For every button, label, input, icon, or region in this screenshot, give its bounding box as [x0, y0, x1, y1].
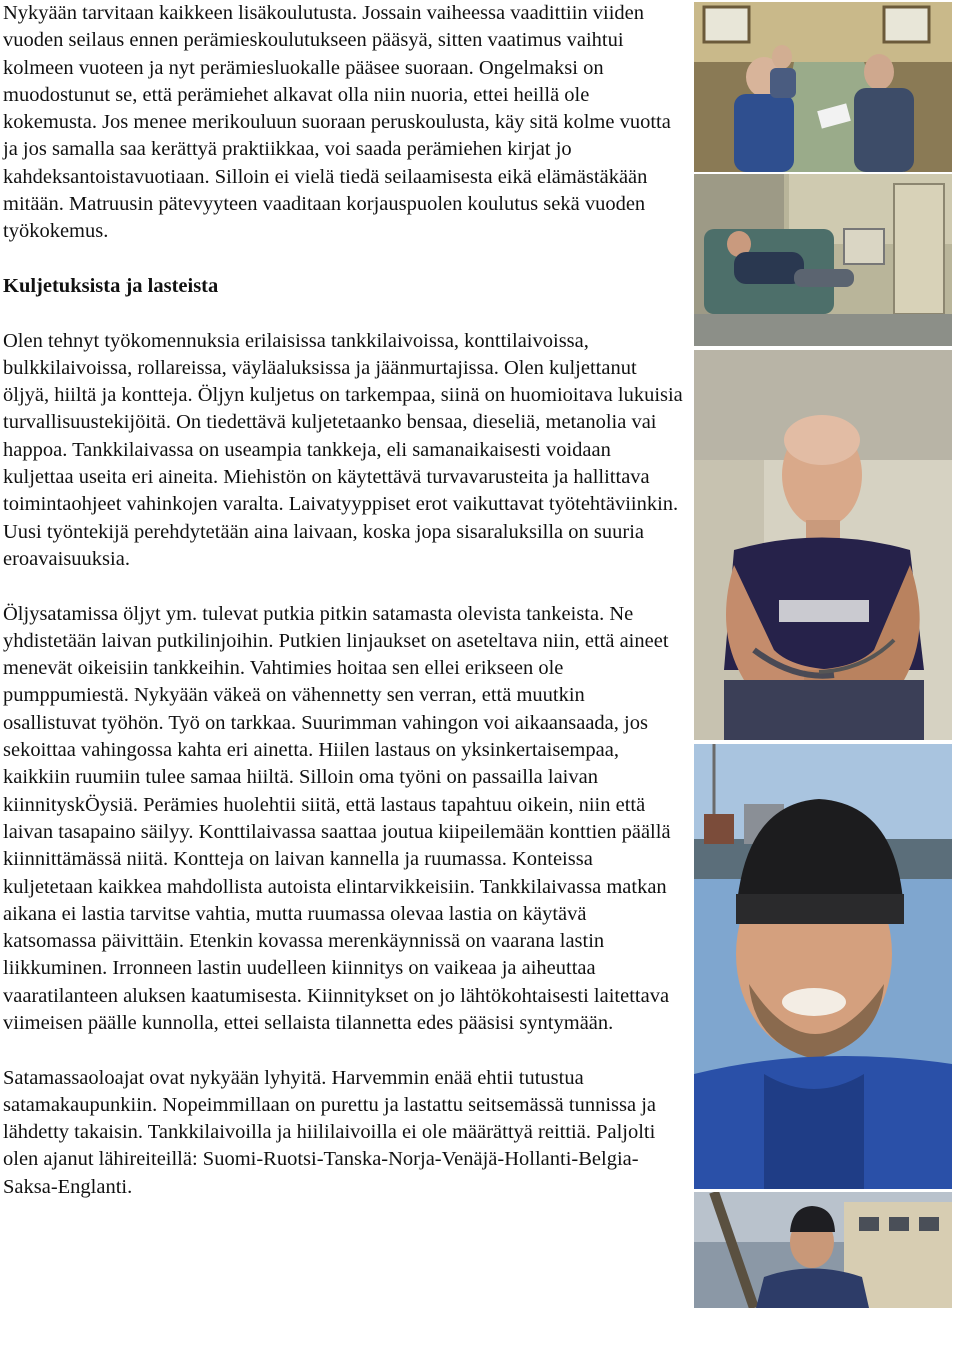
article-text-column: [3, 0, 683, 1201]
photo-sailor-portrait: [694, 350, 952, 740]
photo-crew-mess-room: [694, 2, 952, 172]
port-time-paragraph: Satamassaoloajat ovat nykyään lyhyitä. Harvemmin enää ehtii tutustua satamakaupunkiin. Nopeimmillaan on purettu ja lastattu seitsemässä tunnissa ja lähdetty takaisin. Tankkilaivoilla ja hiililaivoilla ei ole määrättyä reittiä. Paljolti olen ajanut lähireiteillä: Suomi-Ruotsi-Tanska-Norja-Venäjä-Hollanti-Belgia-Saksa-Englanti.: [3, 1066, 657, 1198]
photo-sailor-on-deck: [694, 1192, 952, 1308]
section-heading: Kuljetuksista ja lasteista: [3, 274, 219, 297]
oil-port-paragraph: Öljysatamissa öljyt ym. tulevat putkia pitkin satamasta olevista tankeista. Ne yhdistetään laivan putkilinjoihin. Putkien linjaukset on aseteltava niin, että aineet menevät oikeisiin tankkeihin. Vahtimies hoitaa sen ellei erikseen ole pumppumiestä. Nykyään väkeä on vähennetty sen verran, että muutkin osallistuvat työhön. Työ on tarkkaa. Suurimman vahingon voi aikaansaada, jos sekoittaa vahingossa kahta eri ainetta. Hiilen lastaus on yksinkertaisempaa, kaikkiin ruumiin tulee samaa hiiltä. Silloin oma työni on passailla laivan kiinnityskÖysiä. Perämies huolehtii siitä, että lastaus tapahtuu oikein, niin että laivan tasapaino säilyy. Konttilaivassa saattaa joutua kiipeilemään konttien päällä kiinnittämässä niitä. Kontteja on laivan kannella ja ruumassa. Konteissa kuljetetaan kaikkea mahdollista autoista elintarvikkeisiin. Tankkilaivassa matkan aikana ei lastia tarvitse vahtia, mutta ruumassa olevaa lastia on käytävä katsomassa päivittäin. Etenkin kovassa merenkäynnissä on vaarana lastin liikkuminen. Irronneen lastin uudelleen kiinnitys on vaikeaa ja aiheuttaa vaaratilanteen aluksen kaatumisesta. Kiinnitykset on jo lähtökohtaisesti laitettava viimeisen päälle kunnolla, ettei sellaista tilannetta edes pääsisi syntymään.: [3, 602, 671, 1034]
intro-paragraph: Nykyään tarvitaan kaikkeen lisäkoulutusta. Jossain vaiheessa vaadittiin viiden vuoden seilaus ennen perämieskoulutukseen pääsyä, sitten vaatimus vaihtui kolmeen vuoteen ja nyt perämiesluokalle pääsee suoraan. Ongelmaksi on muodostunut se, että perämiehet alkavat olla niin nuoria, ettei heillä ole kokemusta. Jos menee merikouluun suoraan peruskoulusta, käy sitä kolme vuotta ja jos samalla saa kerättyä praktiikkaa, voi saada perämiehen kirjat jo kahdeksantoistavuotiaan. Silloin ei vielä tiedä seilaamisesta eikä elämästäkään mitään. Matruusin pätevyyteen vaaditaan korjauspuolen koulutus sekä vuoden työkokemus.: [3, 2, 671, 243]
photo-cabin-resting: [694, 174, 952, 346]
cargo-paragraph: Olen tehnyt työkomennuksia erilaisissa tankkilaivoissa, konttilaivoissa, bulkkilaivoissa, rollareissa, väyläaluksissa ja jäänmurtajissa. Olen kuljettanut öljyä, hiiltä ja kontteja. Öljyn kuljetus on tarkempaa, siinä on huomioitava lukuisia turvallisuustekijöitä. On tiedettävä kuljetetaanko bensaa, dieseliä, metanolia vai happoa. Tankkilaivassa on useampia tankkeja, eli samanaikaisesti voidaan kuljettaa useita eri aineita. Miehistön on käytettävä turvavarusteita ja hallittava toimintaohjeet vahinkojen varalta. Laivatyyppiset erot vaikuttavat työtehtäviinkin. Uusi työntekijä perehdytetään aina laivaan, koska jopa sisaraluksilla on suuria eroavaisuuksia.: [3, 329, 683, 570]
photo-sailor-beanie: [694, 744, 952, 1189]
